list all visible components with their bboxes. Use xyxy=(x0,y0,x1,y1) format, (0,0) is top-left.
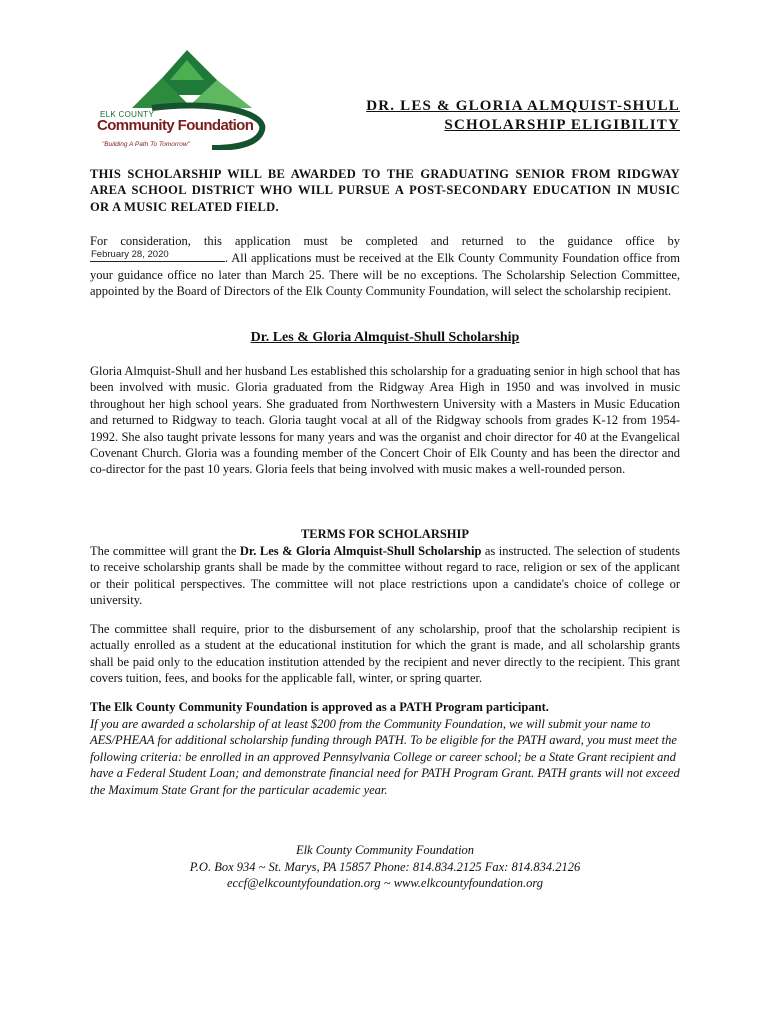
consideration-paragraph xyxy=(90,233,680,300)
path-heading: The Elk County Community Foundation is approved as a PATH Program participant. xyxy=(90,700,549,714)
intro-statement: THIS SCHOLARSHIP WILL BE AWARDED TO THE GRADUATING SENIOR FROM RIDGWAY AREA SCHOOL DISTRICT WHO WILL PURSUE A POST-SECONDARY EDUCATION IN MUSIC OR A MUSIC RELATED FIELD. xyxy=(90,167,680,214)
path-paragraph: If you are awarded a scholarship of at least $200 from the Community Foundation, we will submit your name to AES/PHEAA for additional scholarship funding through PATH. To be eligible for the PATH award, you must meet the following criteria: be enrolled in an approved Pennsylvania College or career school; be a State Grant recipient and have a Federal Student Loan; and demonstrate financial need for PATH Program Grant. PATH grants will not exceed the Maximum State Grant for the particular academic year. xyxy=(90,717,680,797)
terms-paragraph-2: The committee shall require, prior to the disbursement of any scholarship, proof that the scholarship recipient is actually enrolled as a student at the educational institution for which the grant is made, and all scholarship grants shall be paid only to the education institution attended by the recipient and never directly to the recipient. This grant covers tuition, fees, and books for the applicable fall, winter, or spring quarter. xyxy=(90,622,680,686)
footer-web: eccf@elkcountyfoundation.org ~ www.elkcountyfoundation.org xyxy=(226,876,543,890)
mountain-logo-icon xyxy=(92,50,272,150)
terms-heading: TERMS FOR SCHOLARSHIP xyxy=(300,527,470,541)
due-date-field[interactable] xyxy=(90,249,225,262)
scholarship-heading: Dr. Les & Gloria Almquist-Shull Scholarship xyxy=(250,330,520,345)
footer-org: Elk County Community Foundation xyxy=(295,843,475,857)
footer-contact xyxy=(90,842,680,892)
title-line-2: SCHOLARSHIP ELIGIBILITY xyxy=(444,117,680,133)
document-title xyxy=(366,97,680,135)
foundation-logo xyxy=(92,50,272,155)
footer-address: P.O. Box 934 ~ St. Marys, PA 15857 Phone: 814.834.2125 Fax: 814.834.2126 xyxy=(189,859,581,874)
logo-tagline: "Building A Path To Tomorrow" xyxy=(102,141,190,148)
due-date-value: February 28, 2020 xyxy=(91,249,169,261)
title-line-1: DR. LES & GLORIA ALMQUIST-SHULL xyxy=(366,98,680,114)
logo-name-text: Community Foundation xyxy=(97,117,254,134)
terms-p1-before: The committee will grant the xyxy=(90,544,240,558)
terms-p1-after: as instructed. The selection of students to receive scholarship grants shall be made by the committee without regard to race, religion or sex of the applicant or their political perspectives. The committee will not place restrictions upon a candidate's choice of college or university. xyxy=(90,544,680,608)
consideration-text-after: . All applications must be received at the Elk County Community Foundation office from your guidance office no later than March 25. There will be no exceptions. The Scholarship Selection Committee, appointed by the Board of Directors of the Elk County Community Foundation, will select the scholarship recipient. xyxy=(90,251,680,299)
terms-paragraph-1 xyxy=(90,543,680,609)
logo-county-text: ELK COUNTY xyxy=(100,110,155,119)
terms-p1-scholarship-name: Dr. Les & Gloria Almquist-Shull Scholarship xyxy=(239,544,482,558)
bio-paragraph: Gloria Almquist-Shull and her husband Les established this scholarship for a graduating senior in high school that has been involved with music. Gloria graduated from the Ridgway Area High in 1950 and was involved in music throughout her high school years. She graduated from Northwestern University with a Masters in Music Education and returned to Ridgway to teach. Gloria taught vocal at all of the Ridgway schools from grades K-12 from 1954-1992. She also taught private lessons for many years and was the organist and choir director for 40 at the Evangelical Covenant Church. Gloria was a founding member of the Concert Choir of Elk County and has been the director and co-director for the past 10 years. Gloria feels that being involved with music makes a well-rounded person. xyxy=(90,364,680,477)
consideration-text-before: For consideration, this application must be completed and returned to the guidance office by xyxy=(90,234,680,248)
